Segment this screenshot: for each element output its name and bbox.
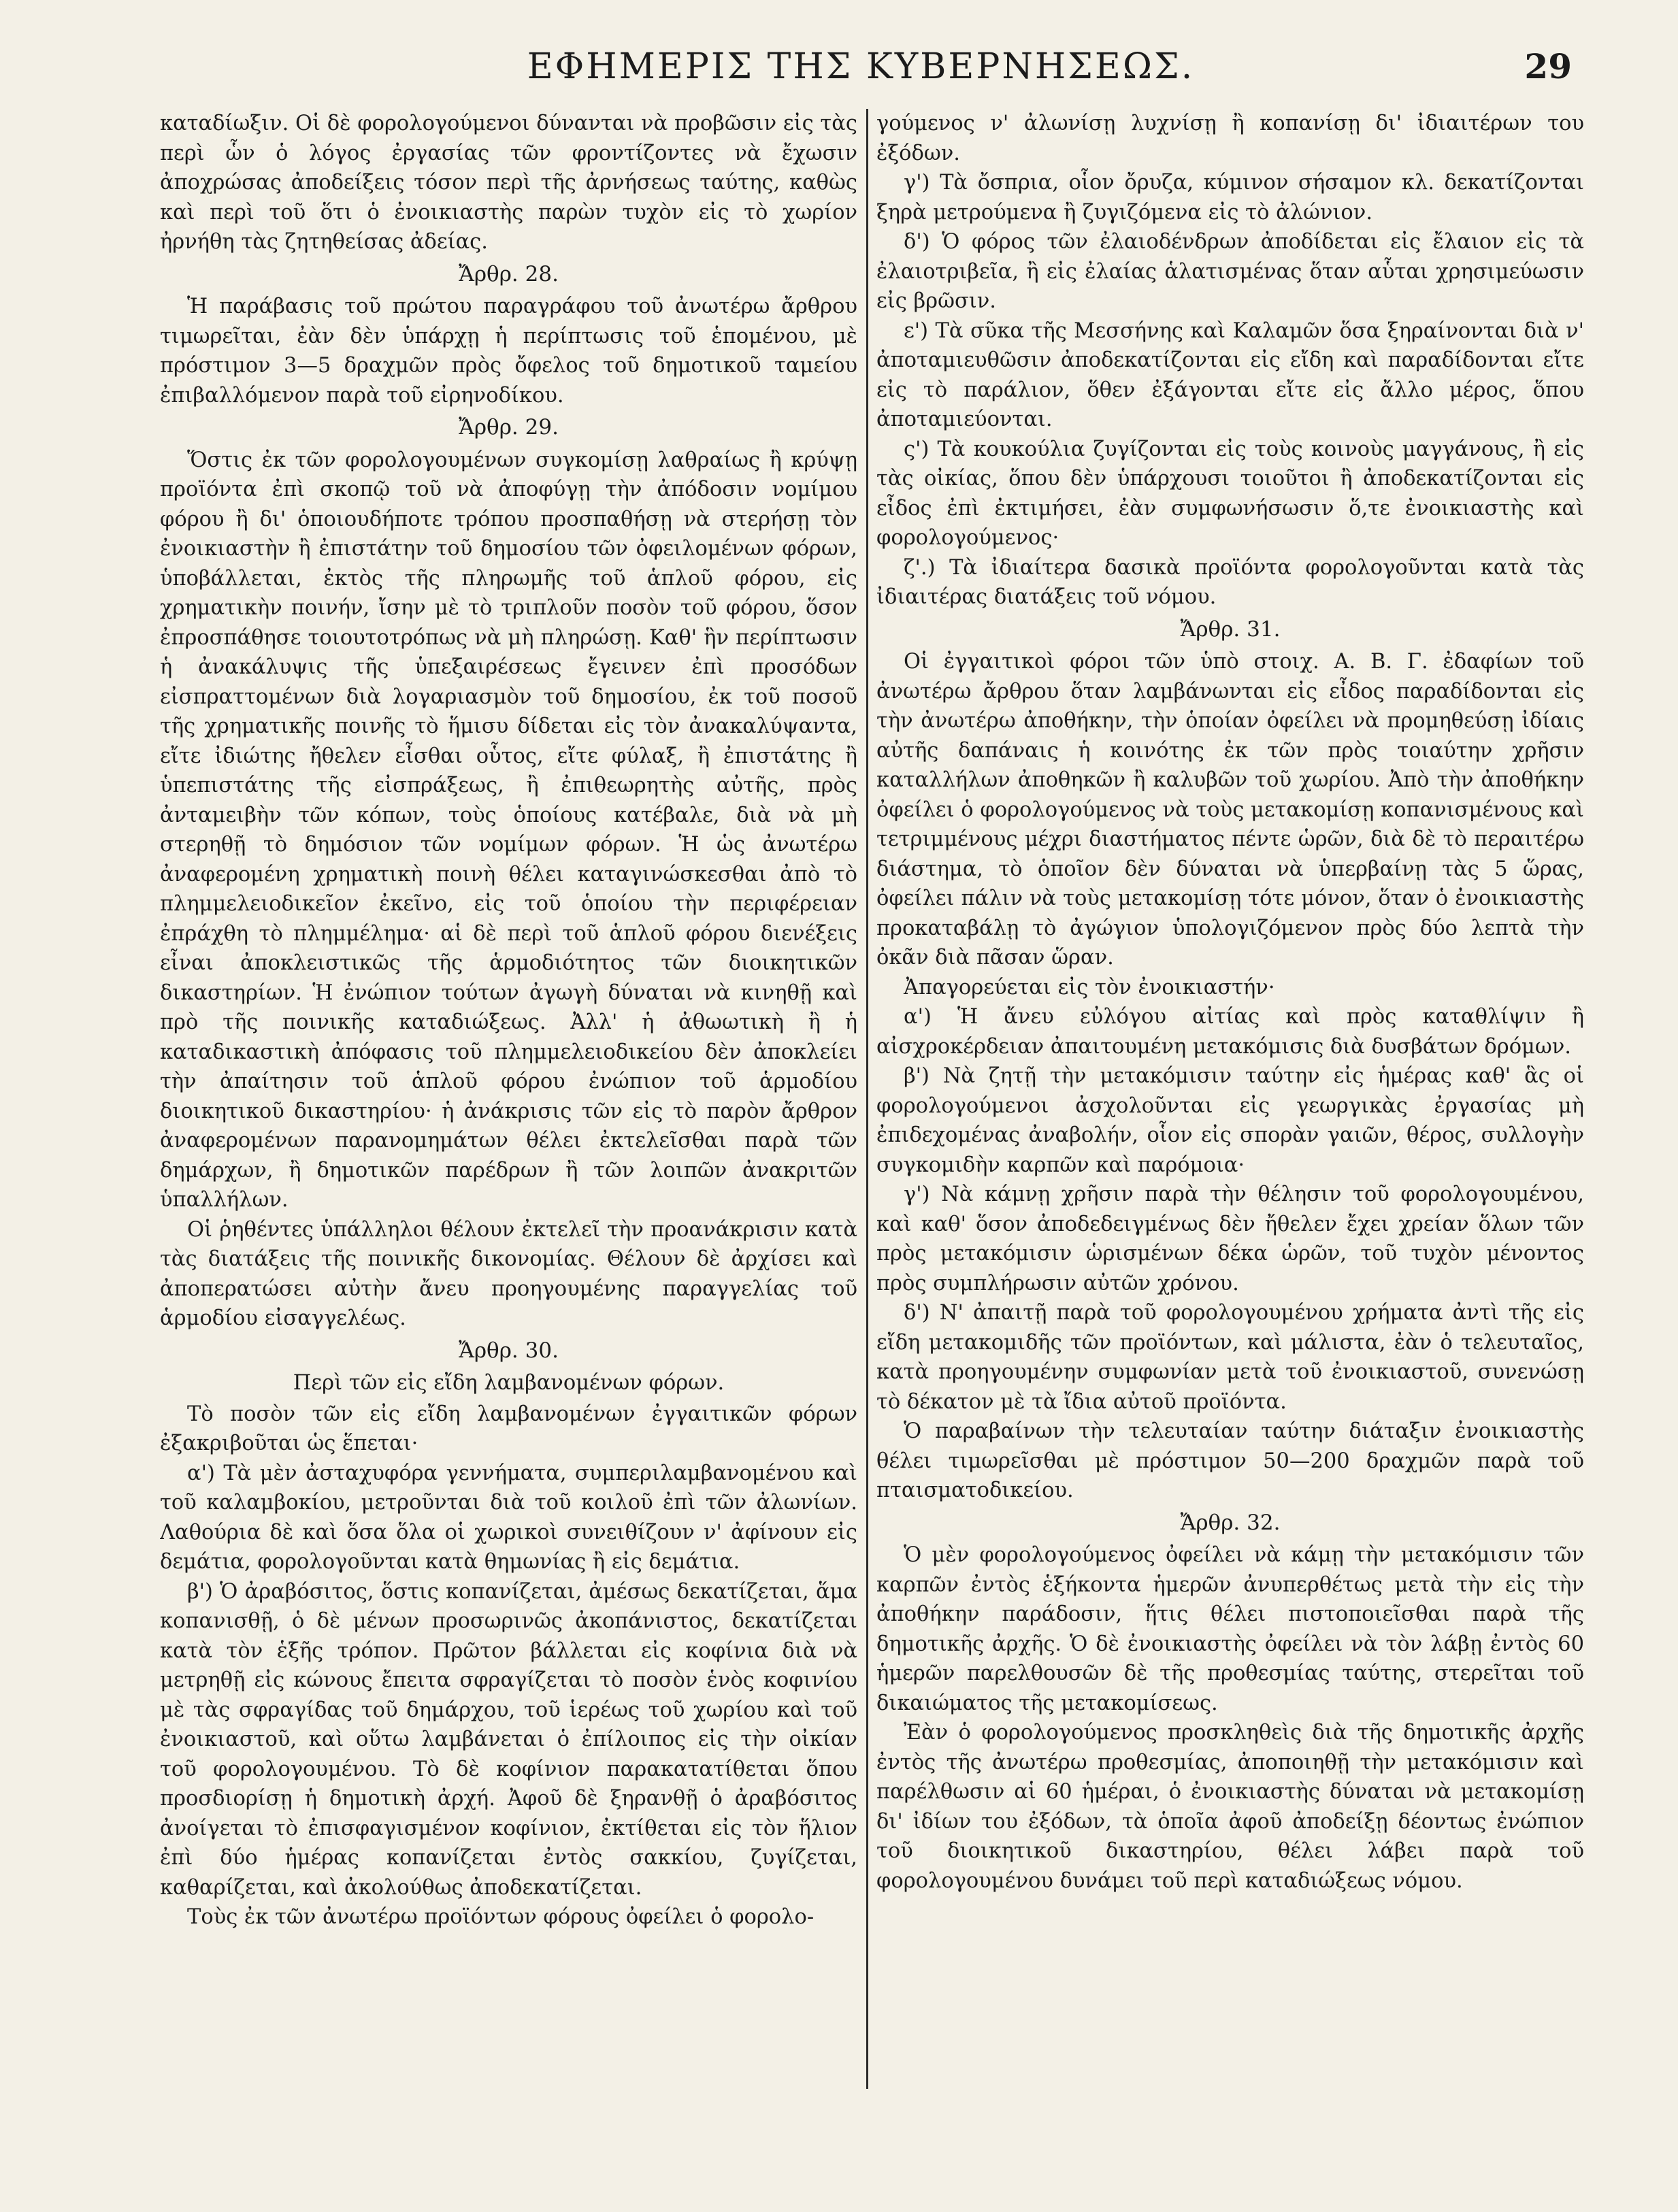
paragraph: β') Ὁ ἀραβόσιτος, ὅστις κοπανίζεται, ἀμέσως δεκατίζεται, ἅμα κοπανισθῇ, ὁ δὲ μένων προσωρινῶς ἀκοπάνιστος, δεκατίζεται κατὰ τὸν ἑξῆς τρόπον. Πρῶτον βάλλεται εἰς κοφίνια διὰ νὰ μετρηθῇ εἰς κώνους ἔπειτα σφραγίζεται τὸ ποσὸν ἑνὸς κοφινίου μὲ τὰς σφραγίδας τοῦ δημάρχου, τοῦ ἱερέως τοῦ χωρίου καὶ τοῦ ἐνοικιαστοῦ, καὶ οὕτω λαμβάνεται ὁ ἐπίλοιπος εἰς τὴν οἰκίαν τοῦ φορολογουμένου. Τὸ δὲ κοφίνιον παρακατατίθεται ὅπου προσδιορίσῃ ἡ δημοτικὴ ἀρχή. Ἀφοῦ δὲ ξηρανθῇ ὁ ἀραβόσιτος ἀνοίγεται τὸ ἐπισφαγισμένον κοφίνιον, ἐκτίθεται εἰς τὸν ἥλιον ἐπὶ δύο ἡμέρας κοπανίζεται ἐντὸς σακκίου, ζυγίζεται, καθαρίζεται, καὶ ἀκολούθως ἀποδεκατίζεται. <box>160 1579 857 1900</box>
right-column <box>876 109 1584 2191</box>
paragraph: Ἀπαγορεύεται εἰς τὸν ἐνοικιαστήν· <box>904 975 1275 1000</box>
article-heading-32: Ἄρθρ. 32. <box>1180 1510 1281 1535</box>
paragraph: δ') Ὁ φόρος τῶν ἐλαιοδένδρων ἀποδίδεται εἰς ἔλαιον εἰς τὰ ἐλαιοτριβεῖα, ἢ εἰς ἐλαίας ἁλατισμένας ὅταν αὗται χρησιμεύωσιν εἰς βρῶσιν. <box>876 230 1584 313</box>
paragraph: δ') Ν' ἀπαιτῇ παρὰ τοῦ φορολογουμένου χρήματα ἀντὶ τῆς εἰς εἴδη μετακομιδῆς τῶν προϊόντων, καὶ μάλιστα, ἐὰν ὁ τελευταῖος, κατὰ προηγουμένην συμφωνίαν μετὰ τοῦ ἐνοικιαστοῦ, συνενώσῃ τὸ δέκατον μὲ τὰ ἴδια αὐτοῦ προϊόντα. <box>876 1301 1584 1414</box>
paragraph: ζ'.) Τὰ ἰδιαίτερα δασικὰ προϊόντα φορολογοῦνται κατὰ τὰς ἰδιαιτέρας διατάξεις τοῦ νόμου. <box>876 555 1584 609</box>
paragraph: Ἐὰν ὁ φορολογούμενος προσκληθεὶς διὰ τῆς δημοτικῆς ἀρχῆς ἐντὸς τῆς ἀνωτέρω προθεσμίας, ἀποποιηθῇ τὴν μετακόμισιν καὶ παρέλθωσιν αἱ 60 ἡμέραι, ὁ ἐνοικιαστὴς δύναται νὰ μετακομίσῃ δι' ἰδίων του ἐξόδων, τὰ ὁποῖα ἀφοῦ ἀποδείξῃ δέοντως ἐνώπιον τοῦ διοικητικοῦ δικαστηρίου, θέλει λάβει παρὰ τοῦ φορολογουμένου δυνάμει τοῦ περὶ καταδιώξεως νόμου. <box>876 1721 1584 1893</box>
paragraph: ς') Τὰ κουκούλια ζυγίζονται εἰς τοὺς κοινοὺς μαγγάνους, ἢ εἰς τὰς οἰκίας, ὅπου δὲν ὑπάρχουσι τοιοῦτοι ἢ ἀποδεκατίζονται εἰς εἶδος ἐπὶ ἐκτιμήσει, ἐὰν συμφωνήσωσιν ὅ,τε ἐνοικιαστὴς καὶ φορολογούμενος· <box>876 437 1584 550</box>
page-title: ΕΦΗΜΕΡΙΣ ΤΗΣ ΚΥΒΕΡΝΗΣΕΩΣ. <box>527 46 1195 87</box>
paragraph: Τὸ ποσὸν τῶν εἰς εἴδη λαμβανομένων ἐγγαιτικῶν φόρων ἐξακριβοῦται ὡς ἕπεται· <box>160 1402 857 1455</box>
paragraph: Ὅστις ἐκ τῶν φορολογουμένων συγκομίσῃ λαθραίως ἢ κρύψῃ προϊόντα ἐπὶ σκοπῷ τοῦ νὰ ἀποφύγῃ τὴν ἀπόδοσιν νομίμου φόρου ἢ δι' ὁποιουδήποτε τρόπου προσπαθήσῃ νὰ στερήσῃ τὸν ἐνοικιαστὴν ἢ ἐπιστάτην τοῦ δημοσίου τῶν ὀφειλομένων φόρων, ὑποβάλλεται, ἐκτὸς τῆς πληρωμῆς τοῦ ἁπλοῦ φόρου, εἰς χρηματικὴν ποινήν, ἴσην μὲ τὸ τριπλοῦν ποσὸν τοῦ φόρου, ὅσον ἐπροσπάθησε τοιουτοτρόπως νὰ μὴ πληρώσῃ. Καθ' ἣν περίπτωσιν ἡ ἀνακάλυψις τῆς ὑπεξαιρέσεως ἔγεινεν ἐπὶ προσόδων εἰσπραττομένων διὰ λογαριασμὸν τοῦ δημοσίου, ἐκ τοῦ ποσοῦ τῆς χρηματικῆς ποινῆς τὸ ἥμισυ δίδεται εἰς τὸν ἀνακαλύψαντα, εἴτε ἰδιώτης ἤθελεν εἶσθαι οὗτος, εἴτε φύλαξ, ἢ ἐπιστάτης ἢ ὑπεπιστάτης τῆς εἰσπράξεως, ἢ ἐπιθεωρητὴς αὐτῆς, πρὸς ἀνταμειβὴν τῶν κόπων, τοὺς ὁποίους κατέβαλε, διὰ νὰ μὴ στερηθῇ τὸ δημόσιον τῶν νομίμων φόρων. Ἡ ὡς ἀνωτέρω ἀναφερομένη χρηματικὴ ποινὴ θέλει καταγινώσκεσθαι ἀπὸ τὸ πλημμελειοδικεῖον ἐκεῖνο, εἰς τοῦ ὁποίου τὴν περιφέρειαν ἐπράχθη τὸ πλημμέλημα· αἱ δὲ περὶ τοῦ ἁπλοῦ φόρου διενέξεις εἶναι ἀποκλειστικῶς τῆς ἁρμοδιότητος τῶν διοικητικῶν δικαστηρίων. Ἡ ἐνώπιον τούτων ἀγωγὴ δύναται νὰ κινηθῇ καὶ πρὸ τῆς ποινικῆς καταδιώξεως. Ἀλλ' ἡ ἀθωωτικὴ ἢ ἡ καταδικαστικὴ ἀπόφασις τοῦ πλημμελειοδικείου δὲν ἀποκλείει τὴν ἀπαίτησιν τοῦ ἁπλοῦ φόρου ἐνώπιον τοῦ ἁρμοδίου διοικητικοῦ δικαστηρίου· ἡ ἀνάκρισις τῶν εἰς τὸ παρὸν ἄρθρον ἀναφερομένων παρανομημάτων θέλει ἐκτελεῖσθαι παρὰ τῶν δημάρχων, ἢ δημοτικῶν παρέδρων ἢ τῶν λοιπῶν ἀνακριτῶν ὑπαλλήλων. <box>160 448 857 1212</box>
paragraph: Οἱ ῥηθέντες ὑπάλληλοι θέλουν ἐκτελεῖ τὴν προανάκρισιν κατὰ τὰς διατάξεις τῆς ποινικῆς δικονομίας. Θέλουν δὲ ἀρχίσει καὶ ἀποπερατώσει αὐτὴν ἄνευ προηγουμένης παραγγελίας τοῦ ἁρμοδίου εἰσαγγελέως. <box>160 1217 857 1330</box>
paragraph: καταδίωξιν. Οἱ δὲ φορολογούμενοι δύνανται νὰ προβῶσιν εἰς τὰς περὶ ὧν ὁ λόγος ἐργασίας τῶν φροντίζοντες νὰ ἔχωσιν ἀποχρώσας ἀποδείξεις τόσον περὶ τῆς ἀρνήσεως ταύτης, καθὼς καὶ περὶ τοῦ ὅτι ὁ ἐνοικιαστὴς παρὼν τυχὸν εἰς τὸ χωρίον ἠρνήθη τὰς ζητηθείσας ἀδείας. <box>160 112 857 254</box>
article-heading-29: Ἄρθρ. 29. <box>459 415 559 440</box>
paragraph: ε') Τὰ σῦκα τῆς Μεσσήνης καὶ Καλαμῶν ὅσα ξηραίνονται διὰ ν' ἀποταμιευθῶσιν ἀποδεκατίζονται εἰς εἴδη καὶ παραδίδονται εἴτε εἰς τὸ παράλιον, ὅθεν ἐξάγονται εἴτε εἰς ἄλλο μέρος, ὅπου ἀποταμιεύονται. <box>876 318 1584 431</box>
paragraph: α') Τὰ μὲν ἀσταχυφόρα γεννήματα, συμπεριλαμβανομένου καὶ τοῦ καλαμβοκίου, μετροῦνται διὰ τοῦ κοιλοῦ ἐπὶ τῶν ἀλωνίων. Λαθούρια δὲ καὶ ὅσα ὅλα οἱ χωρικοὶ συνειθίζουν ν' ἀφίνουν εἰς δεμάτια, φορολογοῦνται κατὰ θημωνίας ἢ εἰς δεμάτια. <box>160 1461 857 1574</box>
paragraph: γ') Τὰ ὄσπρια, οἷον ὄρυζα, κύμινον σήσαμον κλ. δεκατίζονται ξηρὰ μετρούμενα ἢ ζυγιζόμενα εἰς τὸ ἀλώνιον. <box>876 171 1584 225</box>
paragraph: Οἱ ἐγγαιτικοὶ φόροι τῶν ὑπὸ στοιχ. Α. Β. Γ. ἐδαφίων τοῦ ἀνωτέρω ἄρθρου ὅταν λαμβάνωνται εἰς εἶδος παραδίδονται εἰς τὴν ἀνωτέρω ἀποθήκην, τὴν ὁποίαν ὀφείλει νὰ προμηθεύσῃ ἰδίαις αὐτῆς δαπάναις ἡ κοινότης ἐκ τῶν πρὸς τοιαύτην χρῆσιν καταλλήλων ἀποθηκῶν ἢ καλυβῶν τοῦ χωρίου. Ἀπὸ τὴν ἀποθήκην ὀφείλει ὁ φορολογούμενος νὰ τοὺς μετακομίσῃ κοπανισμένους καὶ τετριμμένους μέχρι διαστήματος πέντε ὡρῶν, διὰ δὲ τὸ περαιτέρω διάστημα, τὸ ὁποῖον δὲν δύναται νὰ ὑπερβαίνῃ τὰς 5 ὥρας, ὀφείλει πάλιν νὰ τοὺς μετακομίσῃ τότε μόνον, ὅταν ὁ ἐνοικιαστὴς προκαταβάλῃ τὸ ἀγώγιον ὑπολογιζόμενον πρὸς δύο λεπτὰ τὴν ὀκᾶν διὰ πᾶσαν ὥραν. <box>876 650 1584 970</box>
left-column <box>160 109 857 2191</box>
article-heading-30: Ἄρθρ. 30. <box>459 1338 559 1363</box>
article-heading-31: Ἄρθρ. 31. <box>1180 616 1281 642</box>
column-divider <box>866 109 868 2089</box>
paragraph: Τοὺς ἐκ τῶν ἀνωτέρω προϊόντων φόρους ὀφείλει ὁ φορολο- <box>187 1905 815 1929</box>
article-subheading-30: Περὶ τῶν εἰς εἴδη λαμβανομένων φόρων. <box>293 1371 725 1395</box>
paragraph: γ') Νὰ κάμνῃ χρῆσιν παρὰ τὴν θέλησιν τοῦ φορολογουμένου, καὶ καθ' ὅσον ἀποδεδειγμένως δὲν ἤθελεν ἔχει χρείαν ὅλων τῶν πρὸς μετακόμισιν ὡρισμένων δέκα ὡρῶν, τοῦ τυχὸν μένοντος πρὸς συμπλήρωσιν αὐτῶν χρόνου. <box>876 1183 1584 1295</box>
paragraph: β') Νὰ ζητῇ τὴν μετακόμισιν ταύτην εἰς ἡμέρας καθ' ἃς οἱ φορολογούμενοι ἀσχολοῦνται εἰς γεωργικὰς ἐργασίας μὴ ἐπιδεχομένας ἀναβολήν, οἷον εἰς σπορὰν γαιῶν, θέρος, συλλογὴν συγκομιδὴν καρπῶν καὶ παρόμοια· <box>876 1064 1584 1177</box>
page-number: 29 <box>1524 46 1572 86</box>
paragraph: Ὁ μὲν φορολογούμενος ὀφείλει νὰ κάμῃ τὴν μετακόμισιν τῶν καρπῶν ἐντὸς ἑξήκοντα ἡμερῶν ἀνυπερθέτως μετὰ τὴν εἰς τὴν ἀποθήκην παράδοσιν, ἥτις θέλει πιστοποιεῖσθαι παρὰ τῆς δημοτικῆς ἀρχῆς. Ὁ δὲ ἐνοικιαστὴς ὀφείλει νὰ τὸν λάβῃ ἐντὸς 60 ἡμερῶν παρελθουσῶν δὲ τῆς προθεσμίας ταύτης, στερεῖται τοῦ δικαιώματος τῆς μετακομίσεως. <box>876 1543 1584 1715</box>
page-header <box>150 41 1572 102</box>
paragraph: Ὁ παραβαίνων τὴν τελευταίαν ταύτην διάταξιν ἐνοικιαστὴς θέλει τιμωρεῖσθαι μὲ πρόστιμον 50—200 δραχμῶν παρὰ τοῦ πταισματοδικείου. <box>876 1419 1584 1502</box>
paragraph: α') Ἡ ἄνευ εὐλόγου αἰτίας καὶ πρὸς καταθλίψιν ἢ αἰσχροκέρδειαν ἀπαιτουμένη μετακόμισις διὰ δυσβάτων δρόμων. <box>876 1005 1584 1059</box>
article-heading-28: Ἄρθρ. 28. <box>459 261 559 286</box>
paragraph: γούμενος ν' ἀλωνίσῃ λυχνίσῃ ἢ κοπανίσῃ δι' ἰδιαιτέρων του ἐξόδων. <box>876 112 1584 165</box>
paragraph: Ἡ παράβασις τοῦ πρώτου παραγράφου τοῦ ἀνωτέρω ἄρθρου τιμωρεῖται, ἐὰν δὲν ὑπάρχῃ ἡ περίπτωσις τοῦ ἑπομένου, μὲ πρόστιμον 3—5 δραχμῶν πρὸς ὄφελος τοῦ δημοτικοῦ ταμείου ἐπιβαλλόμενον παρὰ τοῦ εἰρηνοδίκου. <box>160 295 857 408</box>
